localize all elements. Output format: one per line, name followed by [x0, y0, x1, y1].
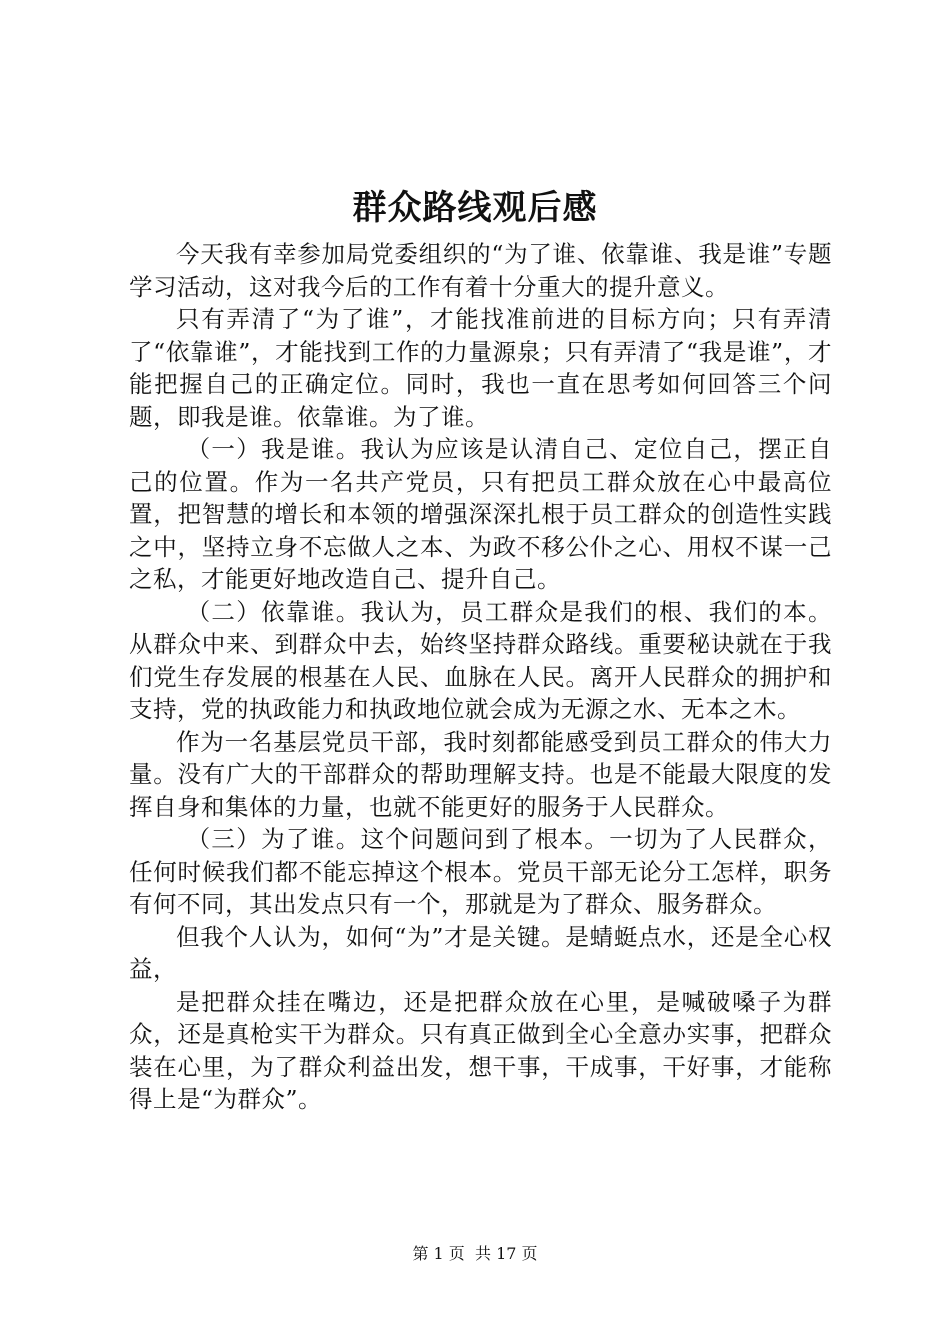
page-total: 共 17 页	[474, 1244, 538, 1263]
paragraph-conclusion: 是把群众挂在嘴边，还是把群众放在心里，是喊破嗓子为群众，还是真枪实干为群众。只有真正做到全心全意办实事，把群众装在心里，为了群众利益出发，想干事，干成事，干好事，才能称得上是“为群众”。	[129, 987, 832, 1113]
paragraph-intro: 今天我有幸参加局党委组织的“为了谁、依靠谁、我是谁”专题学习活动，这对我今后的工作有着十分重大的提升意义。	[129, 240, 832, 301]
paragraph-how-to-serve: 但我个人认为，如何“为”才是关键。是蜻蜓点水，还是全心权益，	[129, 922, 832, 983]
paragraph-grassroots-cadre: 作为一名基层党员干部，我时刻都能感受到员工群众的伟大力量。没有广大的干部群众的帮助理解支持。也是不能最大限度的发挥自身和集体的力量，也就不能更好的服务于人民群众。	[129, 727, 832, 821]
paragraph-for-whom: （三）为了谁。这个问题问到了根本。一切为了人民群众，任何时候我们都不能忘掉这个根本。党员干部无论分工怎样，职务有何不同，其出发点只有一个，那就是为了群众、服务群众。	[129, 825, 832, 918]
page-footer	[0, 1242, 950, 1266]
document-body	[129, 238, 832, 1116]
paragraph-who-am-i: （一）我是谁。我认为应该是认清自己、定位自己，摆正自己的位置。作为一名共产党员，只有把员工群众放在心中最高位置，把智慧的增长和本领的增强深深扎根于员工群众的创造性实践之中，坚持立身不忘做人之本、为政不移公仆之心、用权不谋一己之私，才能更好地改造自己、提升自己。	[129, 435, 832, 593]
page-number: 第 1 页	[412, 1244, 465, 1263]
document-title: 群众路线观后感	[352, 188, 598, 228]
paragraph-rely-on-whom: （二）依靠谁。我认为，员工群众是我们的根、我们的本。从群众中来、到群众中去，始终坚持群众路线。重要秘诀就在于我们党生存发展的根基在人民、血脉在人民。离开人民群众的拥护和支持，党的执政能力和执政地位就会成为无源之水、无本之木。	[129, 597, 832, 723]
paragraph-three-questions: 只有弄清了“为了谁”，才能找准前进的目标方向；只有弄清了“依靠谁”，才能找到工作的力量源泉；只有弄清了“我是谁”，才能把握自己的正确定位。同时，我也一直在思考如何回答三个问题，即我是谁。依靠谁。为了谁。	[129, 305, 832, 431]
